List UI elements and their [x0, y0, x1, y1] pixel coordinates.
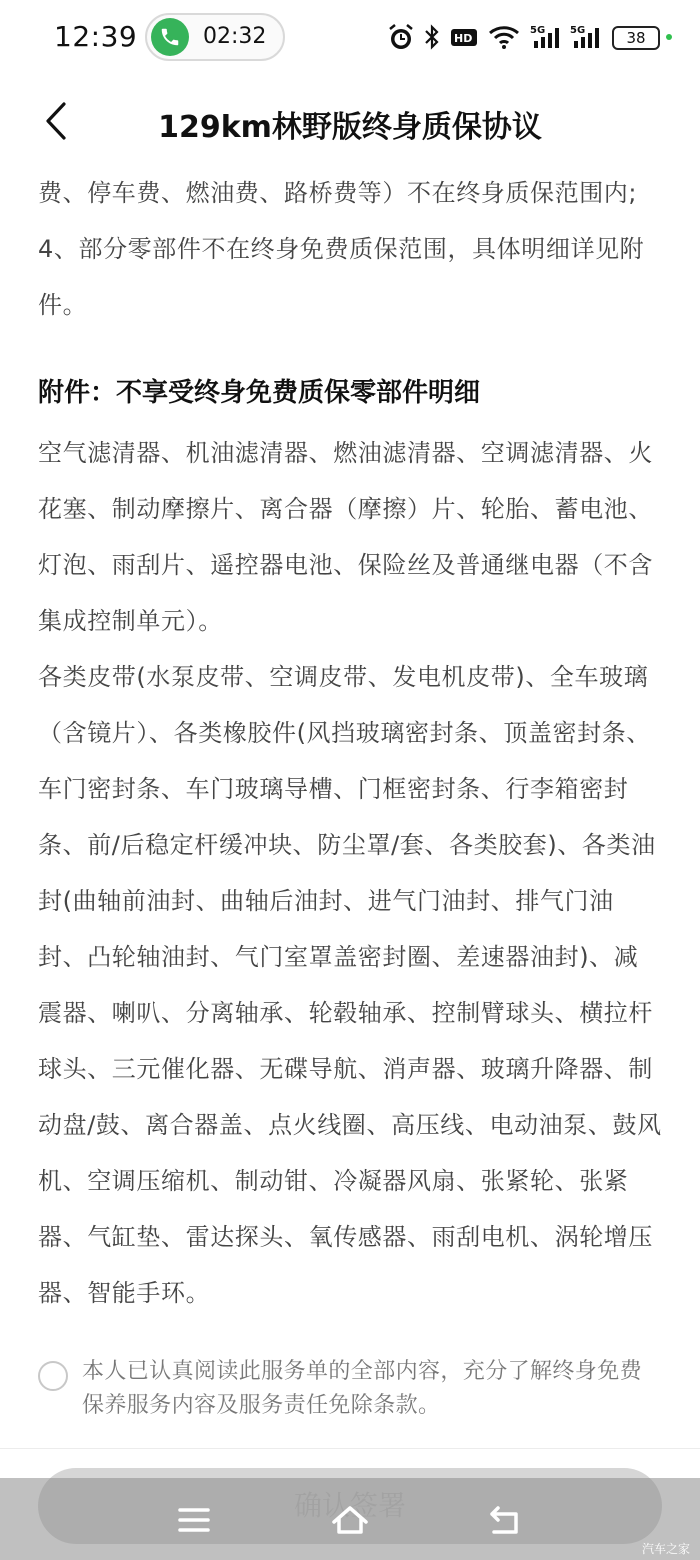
watermark: 汽车之家: [641, 1542, 690, 1556]
wifi-icon: [488, 22, 520, 52]
home-button[interactable]: [326, 1496, 374, 1544]
status-time: 12:39: [54, 20, 138, 53]
paragraph: 各类皮带(水泵皮带、空调皮带、发电机皮带)、全车玻璃（含镜片）、各类橡胶件(风挡玻璃密封条、顶盖密封条、车门密封条、车门玻璃导槽、门框密封条、行李箱密封条、前/后稳定杆缓冲块、防尘罩/套、各类胶套)、各类油封(曲轴前油封、曲轴后油封、进气门油封、排气门油封、凸轮轴油封、气门室罩盖密封圈、差速器油封)、减震器、喇叭、分离轴承、轮毂轴承、控制臂球头、横拉杆球头、三元催化器、无碟导航、消声器、玻璃升降器、制动盘/鼓、离合器盖、点火线圈、高压线、电动油泵、鼓风机、空调压缩机、制动钳、冷凝器风扇、张紧轮、张紧器、气缸垫、雷达探头、氧传感器、雨刮电机、涡轮增压器、智能手环。: [38, 663, 662, 1307]
agree-radio[interactable]: [38, 1361, 68, 1391]
battery-icon: 38: [612, 26, 660, 50]
svg-text:5G: 5G: [530, 25, 546, 36]
call-duration: 02:32: [203, 24, 267, 49]
phone-icon: [151, 18, 189, 56]
svg-text:HD: HD: [454, 32, 473, 45]
charging-dot: [666, 34, 672, 40]
signal-5g-icon: [530, 22, 564, 52]
home-icon: [326, 1496, 374, 1544]
paragraph: 空气滤清器、机油滤清器、燃油滤清器、空调滤清器、火花塞、制动摩擦片、离合器（摩擦）片、轮胎、蓄电池、灯泡、雨刮片、遥控器电池、保险丝及普通继电器（不含集成控制单元）。: [38, 439, 653, 635]
section-title: 附件：不享受终身免费质保零部件明细: [38, 378, 481, 408]
menu-icon: [170, 1496, 218, 1544]
paragraph: 4、部分零部件不在终身免费质保范围，具体明细详见附件。: [38, 235, 645, 319]
menu-button[interactable]: [170, 1496, 218, 1544]
agreement-checkbox-row[interactable]: [38, 1355, 662, 1423]
agreement-content: [38, 165, 662, 1321]
divider: [0, 1448, 700, 1449]
back-nav-button[interactable]: [482, 1496, 530, 1544]
hd-icon: [450, 22, 478, 52]
svg-text:5G: 5G: [570, 25, 586, 36]
nav-header: [0, 84, 700, 158]
status-bar: [0, 0, 700, 78]
agreement-text: 本人已认真阅读此服务单的全部内容，充分了解终身免费保养服务内容及服务责任免除条款。: [82, 1359, 643, 1418]
system-nav-bar: [0, 1478, 700, 1560]
paragraph: 费、停车费、燃油费、路桥费等）不在终身质保范围内;: [38, 179, 638, 207]
back-icon: [482, 1496, 530, 1544]
signal-5g-icon: [570, 22, 604, 52]
bluetooth-icon: [422, 22, 442, 52]
call-indicator[interactable]: [145, 13, 285, 61]
page-title: 129km林野版终身质保协议: [158, 110, 542, 145]
alarm-icon: [388, 22, 414, 52]
